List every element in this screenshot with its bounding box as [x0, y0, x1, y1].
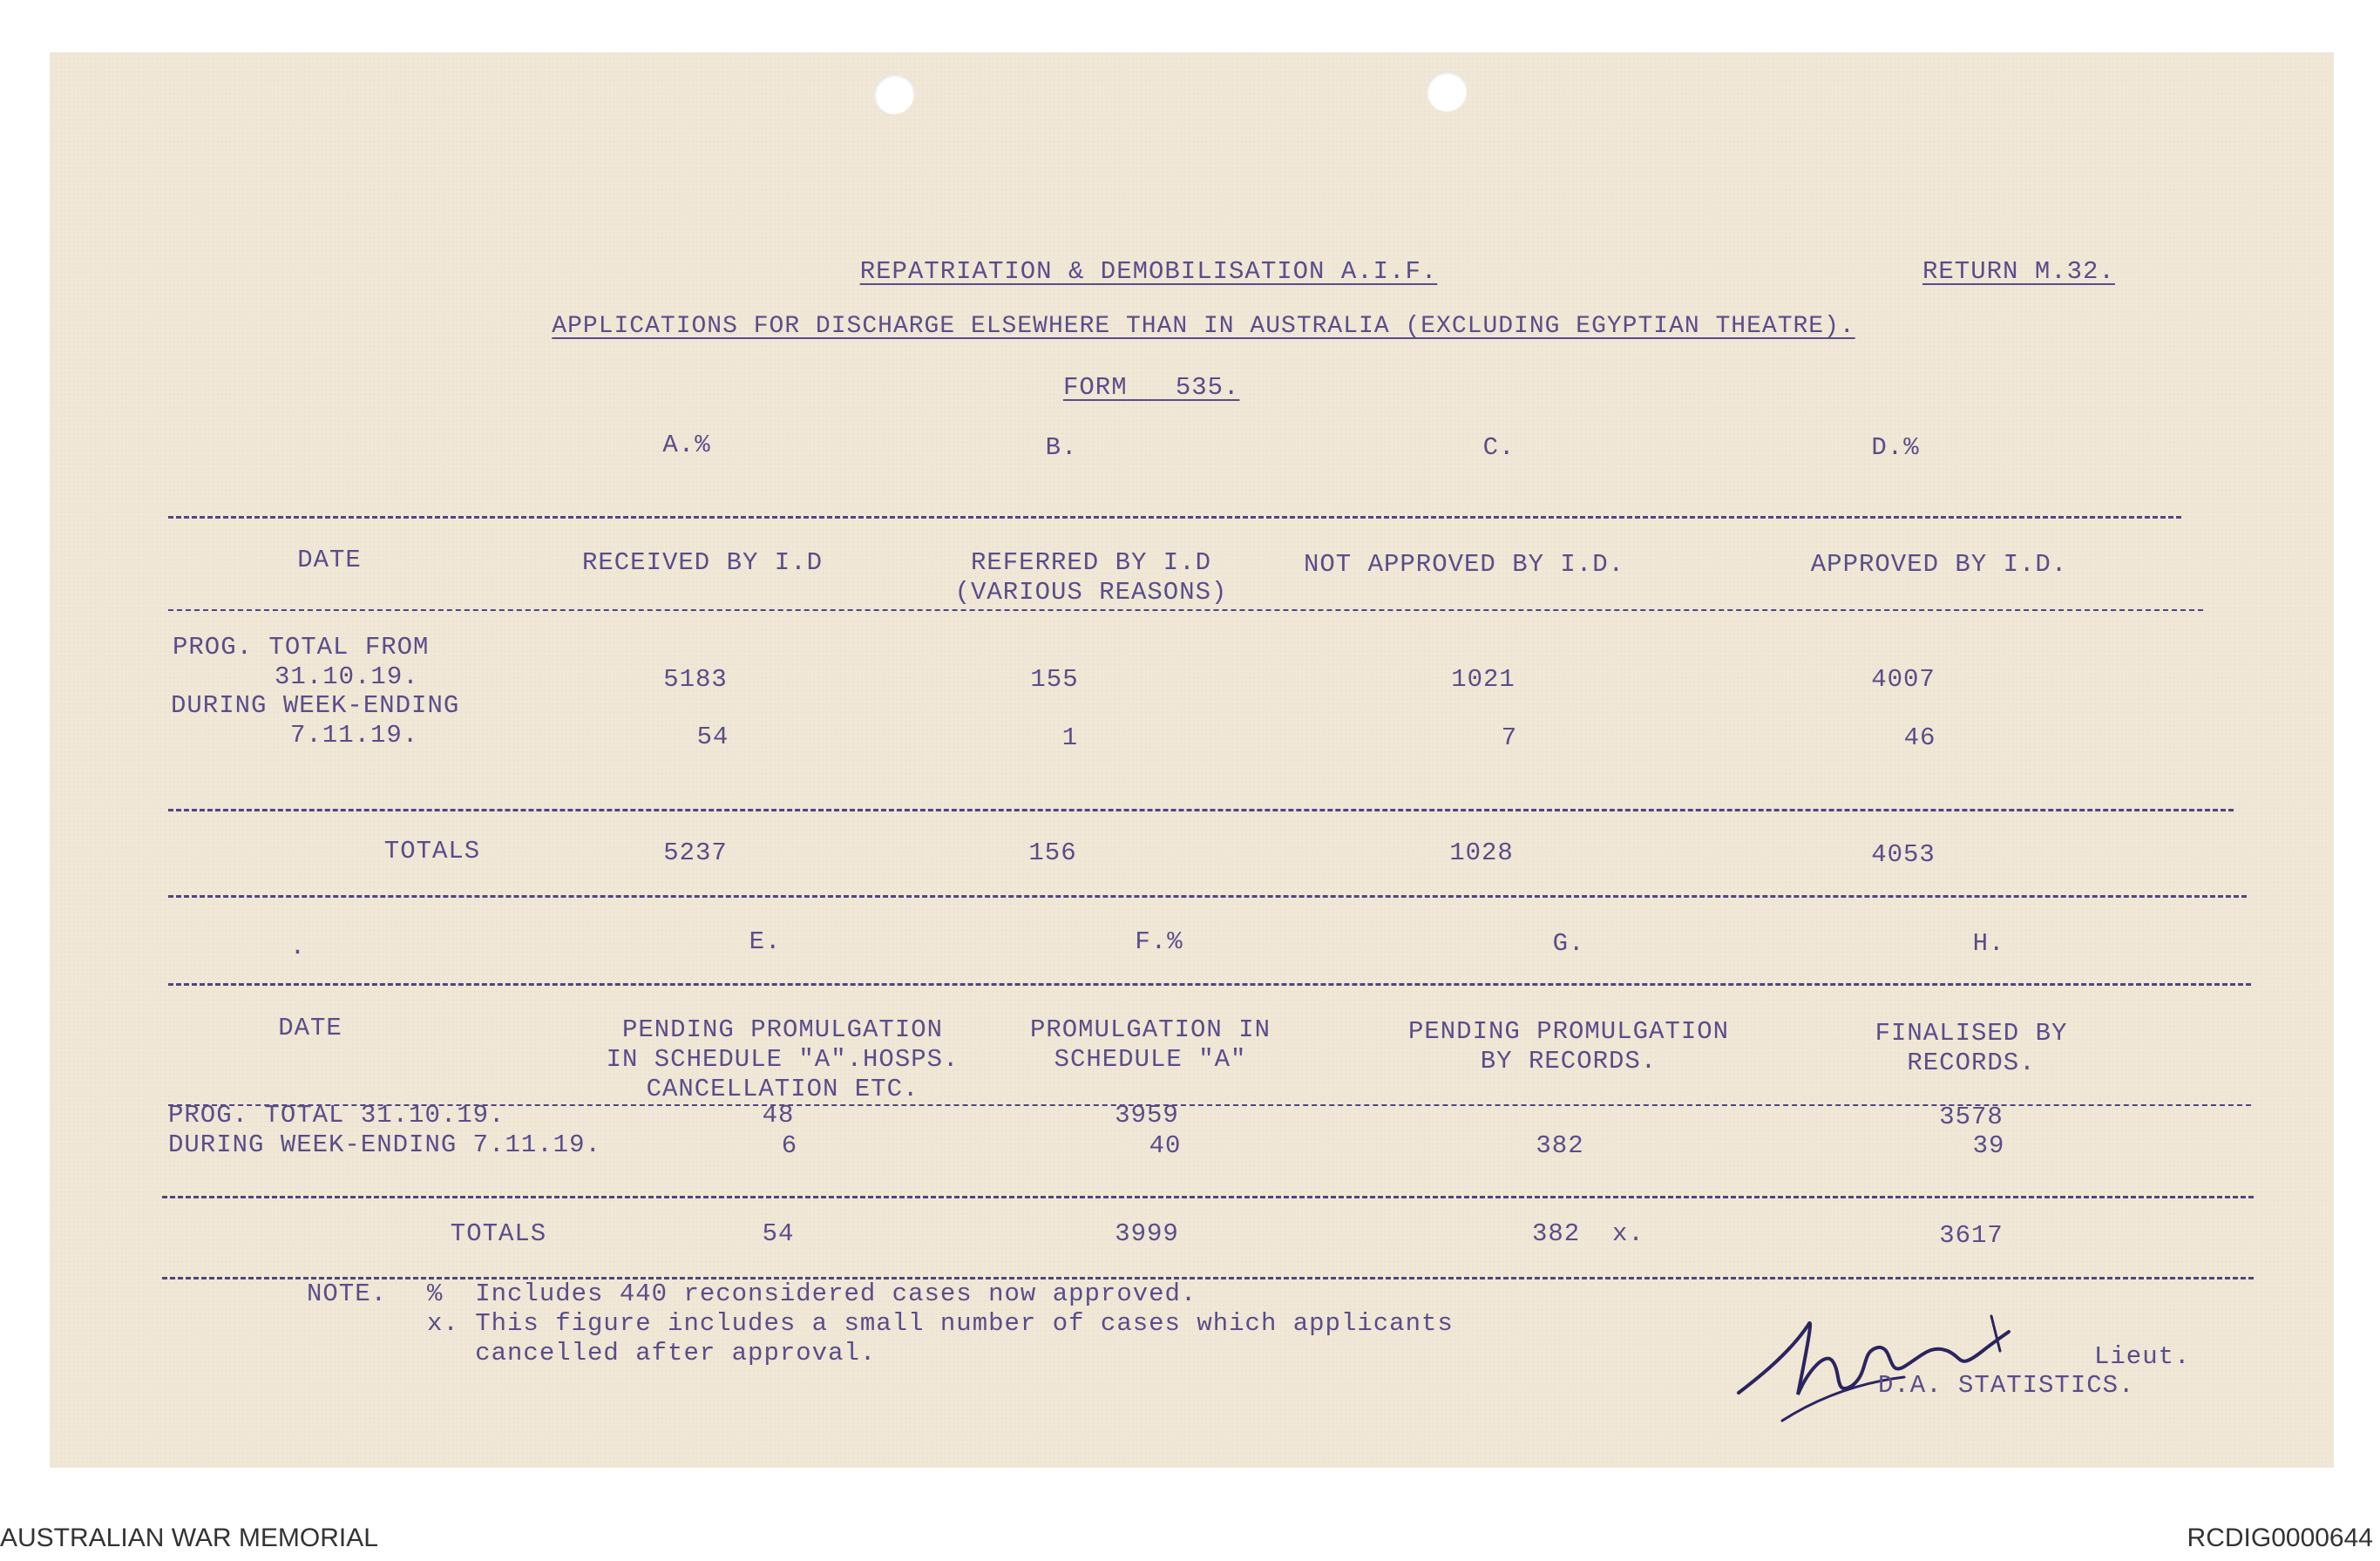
table1-cell: 155 [1030, 665, 1079, 694]
table1-total: 5237 [663, 838, 728, 867]
table1-row-label-week-1: DURING WEEK-ENDING [171, 691, 460, 720]
form-number: FORM 535. [1063, 373, 1240, 402]
table2-total: 54 [762, 1219, 795, 1248]
table1-bottom-rule [168, 895, 2247, 898]
table2-cell: 40 [1149, 1131, 1182, 1160]
punch-hole-left [874, 74, 914, 114]
return-number: RETURN M.32. [1922, 257, 2115, 286]
table1-totals-label: TOTALS [383, 837, 481, 865]
table1-header-not-approved: NOT APPROVED BY I.D. [1303, 550, 1625, 579]
column-letter-g: G. [1552, 929, 1585, 958]
table2-header-date: DATE [278, 1014, 342, 1042]
table2-totals-top-rule [162, 1196, 2254, 1198]
signatory-rank: Lieut. [2094, 1342, 2191, 1371]
footer-record-id: RCDIG0000644 [2187, 1524, 2373, 1552]
column-letter-f: F.% [1135, 927, 1183, 956]
table2-cell: 382 [1536, 1131, 1584, 1160]
table1-header-rule [168, 609, 2203, 611]
table2-row-label-prog: PROG. TOTAL 31.10.19. [168, 1101, 505, 1130]
table1-top-rule [168, 516, 2181, 519]
table1-cell: 54 [696, 723, 729, 751]
table2-dot: . [289, 933, 307, 961]
table2-header-pending-records: PENDING PROMULGATION BY RECORDS. [1407, 1017, 1730, 1076]
table2-totals-label: TOTALS [450, 1219, 547, 1248]
table1-row-label-prog-1: PROG. TOTAL FROM [173, 633, 430, 662]
note-line-percent: % Includes 440 reconsidered cases now approved. [427, 1279, 1197, 1308]
table1-header-date: DATE [297, 546, 362, 574]
table1-row-label-prog-2: 31.10.19. [275, 662, 419, 691]
table1-cell: 7 [1501, 723, 1518, 752]
table1-total: 1028 [1449, 838, 1514, 867]
note-line-x-continued: cancelled after approval. [427, 1339, 877, 1368]
handwritten-signature [1730, 1290, 2044, 1429]
column-letter-e: E. [749, 927, 782, 956]
table2-cell: 3578 [1939, 1103, 2004, 1131]
column-letter-b: B. [1045, 433, 1078, 462]
note-line-x: x. This figure includes a small number of cases which applicants [427, 1309, 1454, 1338]
table1-total: 156 [1028, 838, 1077, 867]
table2-header-finalised: FINALISED BY RECORDS. [1875, 1019, 2068, 1077]
column-letter-c: C. [1482, 433, 1515, 462]
table2-total: 3617 [1939, 1221, 2004, 1250]
table1-header-received: RECEIVED BY I.D [581, 548, 824, 577]
table1-cell: 4007 [1871, 665, 1936, 694]
table1-cell: 5183 [663, 665, 728, 694]
table2-total: 3999 [1115, 1219, 1179, 1248]
table2-header-promulgation: PROMULGATION IN SCHEDULE "A" [1029, 1015, 1271, 1074]
table1-cell: 1 [1061, 723, 1079, 752]
table1-total: 4053 [1871, 840, 1936, 869]
footer-institution: AUSTRALIAN WAR MEMORIAL [0, 1524, 378, 1552]
document-subtitle: APPLICATIONS FOR DISCHARGE ELSEWHERE THAN IN AUSTRALIA (EXCLUDING EGYPTIAN THEATRE). [552, 313, 1855, 340]
table1-totals-top-rule [168, 809, 2234, 811]
table2-cell: 48 [762, 1101, 795, 1130]
table2-header-pending-promulgation: PENDING PROMULGATION IN SCHEDULE "A".HOSPS. CANCELLATION ETC. [606, 1015, 959, 1103]
column-letter-a: A.% [662, 431, 711, 459]
table1-header-referred: REFERRED BY I.D (VARIOUS REASONS) [954, 548, 1228, 607]
punch-hole-right [1427, 71, 1467, 112]
table1-header-approved: APPROVED BY I.D. [1810, 550, 2068, 579]
table1-cell: 46 [1903, 723, 1936, 752]
table2-total: 382 x. [1532, 1219, 1644, 1248]
table2-cell: 3959 [1115, 1101, 1179, 1130]
table2-cell: 6 [781, 1131, 798, 1160]
signatory-title: D.A. STATISTICS. [1878, 1371, 2135, 1400]
table1-cell: 1021 [1451, 665, 1515, 694]
table2-row-label-week: DURING WEEK-ENDING 7.11.19. [168, 1130, 601, 1159]
column-letter-h: H. [1972, 929, 2005, 958]
column-letter-d: D.% [1871, 433, 1920, 462]
table1-row-label-week-2: 7.11.19. [290, 721, 419, 750]
table2-top-rule [168, 983, 2251, 986]
document-title: REPATRIATION & DEMOBILISATION A.I.F. [859, 257, 1438, 286]
table2-cell: 39 [1972, 1131, 2005, 1160]
note-label: NOTE. [307, 1279, 388, 1308]
